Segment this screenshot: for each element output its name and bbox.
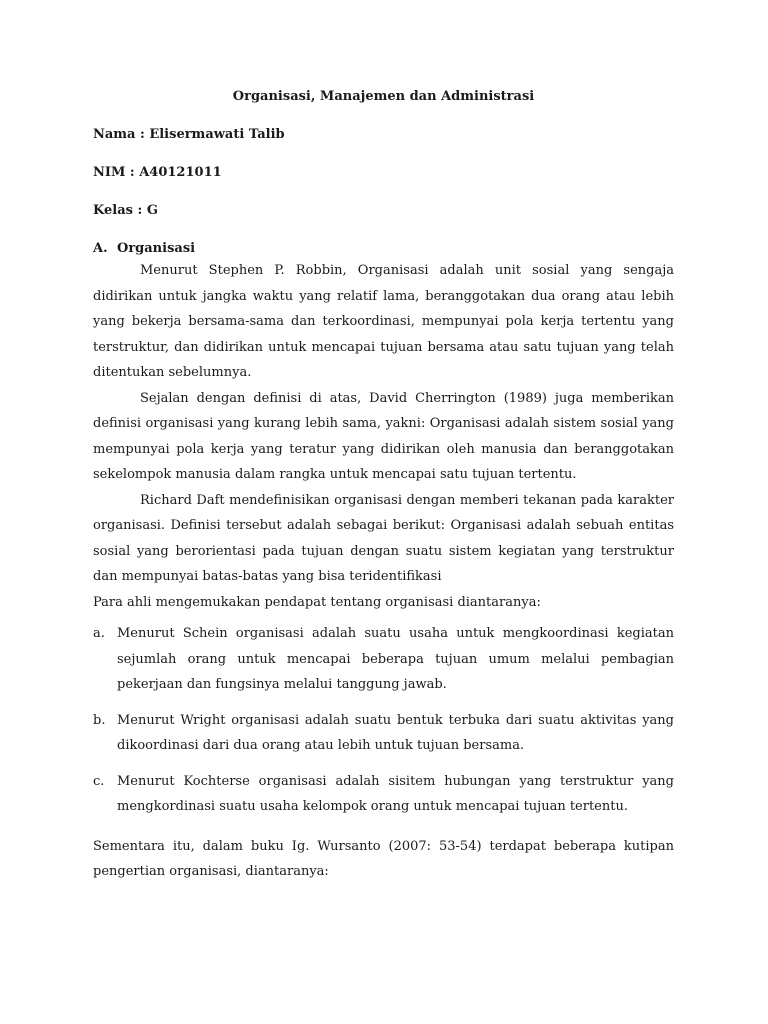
document-content (93, 88, 674, 885)
list-intro: Para ahli mengemukakan pendapat tentang organisasi diantaranya: (93, 594, 541, 610)
list-letter: c. (93, 773, 105, 789)
section-marker: A. (93, 241, 108, 256)
list-item (93, 621, 674, 698)
paragraph-daft: Richard Daft mendefinisikan organisasi dengan memberi tekanan pada karakter organisasi. Definisi tersebut adalah sebagai berikut: Organisasi adalah sebuah entitas sosial yang berorientasi pada tujuan dengan suatu sistem kegiatan yang terstruktur dan mempunyai batas-batas yang bisa teridentifikasi (93, 492, 674, 584)
list-text: Menurut Wright organisasi adalah suatu bentuk terbuka dari suatu aktivitas yang dikoordinasi dari dua orang atau lebih untuk tujuan bersama. (117, 712, 674, 753)
list-text: Menurut Schein organisasi adalah suatu usaha untuk mengkoordinasi kegiatan sejumlah orang untuk mencapai beberapa tujuan umum melalui pembagian pekerjaan dan fungsinya melalui tanggung jawab. (117, 626, 674, 692)
list-letter: b. (93, 712, 106, 728)
section-title: Organisasi (117, 241, 196, 256)
student-name: Nama : Elisermawati Talib (93, 127, 285, 142)
expert-list (93, 621, 674, 820)
document-title: Organisasi, Manajemen dan Administrasi (232, 89, 535, 104)
paragraph-cherrington: Sejalan dengan definisi di atas, David Cherrington (1989) juga memberikan definisi organisasi yang kurang lebih sama, yakni: Organisasi adalah sistem sosial yang mempunyai pola kerja yang teratur yang didirikan oleh manusia dan beranggotakan sekelompok manusia dalam rangka untuk mencapai satu tujuan tertentu. (93, 390, 674, 482)
closing-paragraph: Sementara itu, dalam buku Ig. Wursanto (2007: 53-54) terdapat beberapa kutipan pengertian organisasi, diantaranya: (93, 838, 674, 879)
paragraph-robbin: Menurut Stephen P. Robbin, Organisasi adalah unit sosial yang sengaja didirikan untuk jangka waktu yang relatif lama, beranggotakan dua orang atau lebih yang bekerja bersama-sama dan terkoordinasi, mempunyai pola kerja tertentu yang terstruktur, dan didirikan untuk mencapai tujuan bersama atau satu tujuan yang telah ditentukan sebelumnya. (93, 263, 674, 380)
list-item (93, 769, 674, 820)
student-class: Kelas : G (93, 203, 158, 218)
list-item (93, 708, 674, 759)
student-nim: NIM : A40121011 (93, 165, 222, 180)
list-letter: a. (93, 626, 105, 641)
section-heading-organisasi (93, 240, 674, 258)
list-text: Menurut Kochterse organisasi adalah sisitem hubungan yang terstruktur yang mengkordinasi suatu usaha kelompok orang untuk mencapai tujuan tertentu. (117, 773, 674, 814)
